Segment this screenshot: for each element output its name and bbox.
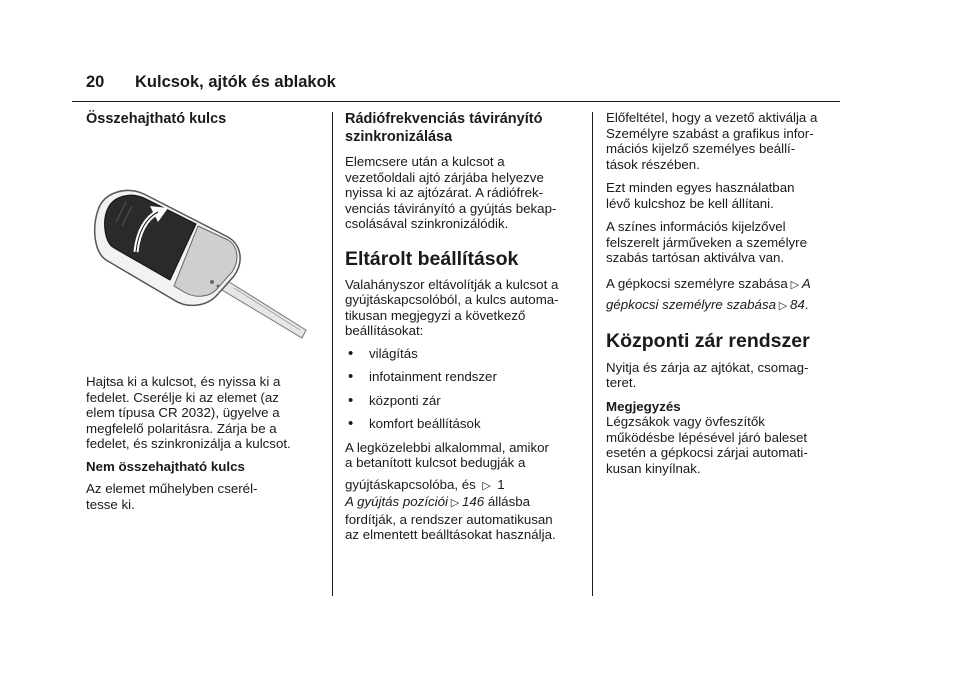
paragraph: Elemcsere után a kulcsot a vezetőoldali ajtó zárjába helyezve nyissa ki az ajtózárat. A rádiófrek- venciás távirányító a gyújtás bekap- csolásával szinkronizálódik. [345,154,557,231]
header-rule [72,101,840,102]
paragraph: A legközelebbi alkalommal, amikor a betanított kulcsot bedugják a [345,439,549,470]
page-number: 20 [86,73,105,91]
section-title: Központi zár rendszer [606,329,810,352]
page-reference-link[interactable]: 84 [789,296,805,312]
paragraph: Ezt minden egyes használatban lévő kulcshoz be kell állítani. [606,180,795,211]
column-3 [606,110,851,476]
paragraph: Nyitja és zárja az ajtókat, csomag- teret. [606,359,809,390]
folding-key-illustration [86,152,316,352]
paragraph: Előfeltétel, hogy a vezető aktiválja a Személyre szabást a grafikus infor- mációs kijelző személyes beállí- tások részében. [606,110,818,172]
reference-arrow-icon: ▷ [790,278,800,291]
reference-arrow-icon: ▷ [778,299,788,312]
list-item: • világítás [345,346,590,362]
column-1 [86,110,331,512]
subheading: Nem összehajtható kulcs [86,458,245,474]
paragraph: A gépkocsi személyre szabása ▷ A gépkocsi személyre szabása ▷ 84. [606,274,851,316]
section-heading: Összehajtható kulcs [86,111,227,127]
section-heading: Rádiófrekvenciás távirányító szinkronizálása [345,111,543,145]
reference-arrow-icon: ▷ [450,497,460,509]
note-heading: Megjegyzés [606,398,681,414]
paragraph: Az elemet műhelyben cserél- tesse ki. [86,481,258,512]
page-title: Kulcsok, ajtók és ablakok [135,73,336,91]
list-item: • központi zár [345,393,590,409]
column-divider [332,112,333,596]
list-item: • infotainment rendszer [345,369,590,385]
page-header [72,70,840,102]
column-2 [345,110,590,543]
column-divider [592,112,593,596]
paragraph: A színes információs kijelzővel felszerelt járműveken a személyre szabás tartósan aktiválva van. [606,219,808,265]
section-title: Eltárolt beállítások [345,247,519,270]
paragraph: gyújtáskapcsolóba, és ▷ 1 A gyújtás pozíciói ▷ 146 állásba fordítják, a rendszer automatikusan az elmentett beálltásokat használja. [345,476,556,542]
list-item: • komfort beállítások [345,416,590,432]
reference-arrow-icon: ▷ [482,479,491,492]
page-reference-link[interactable]: 146 [461,494,485,509]
note-text: Légzsákok vagy övfeszítők működésbe lépésével járó baleset esetén a gépkocsi zárjai automati- kusan kinyílnak. [606,414,808,476]
paragraph: Hajtsa ki a kulcsot, és nyissa ki a fedelet. Cserélje ki az elemet (az elem típusa CR 2032), ügyelve a megfelelő polaritásra. Zárja be a fedelet, és szinkronizálja a kulcsot. [86,374,291,451]
paragraph: Valahányszor eltávolítják a kulcsot a gyújtáskapcsolóból, a kulcs automa- tikusan megjegyzi a következő beállításokat: [345,276,559,338]
bullet-list [345,346,590,432]
